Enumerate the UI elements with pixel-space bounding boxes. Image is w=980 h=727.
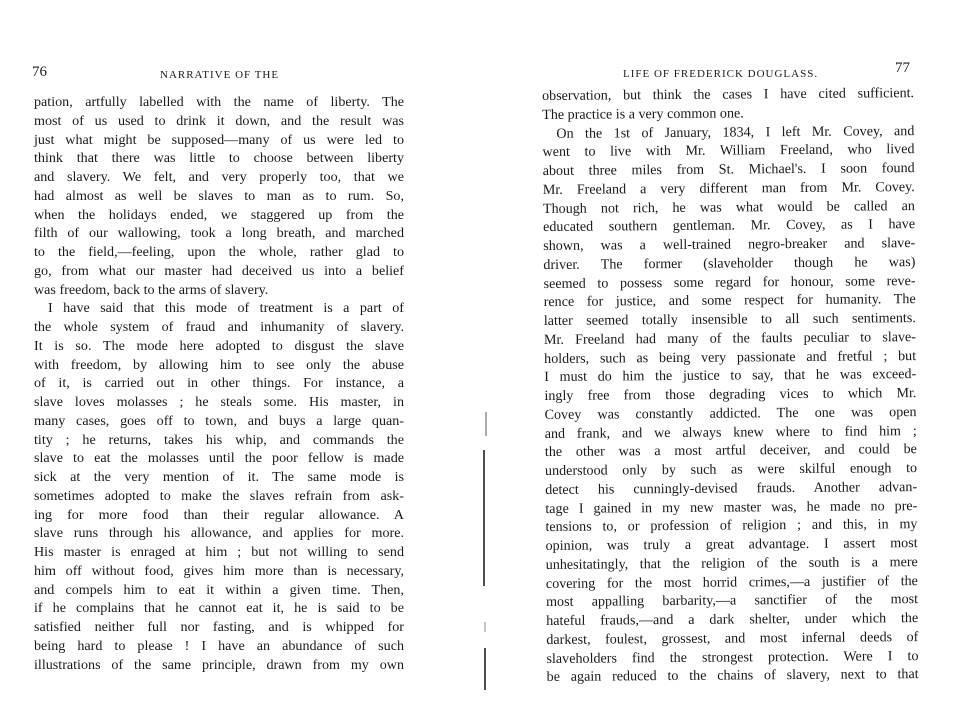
text-line: detect his cunningly-devised frauds. Another advan-: [545, 478, 918, 498]
text-line: many cases, goes off to town, and buys a large quan-: [34, 412, 404, 429]
text-line: tity ; he returns, takes his whip, and commands the: [34, 431, 404, 448]
text-line: illustrations of the same principle, drawn from my own: [34, 656, 404, 673]
text-line: the whole system of fraud and inhumanity of slavery.: [34, 319, 404, 335]
text-line: had almost as well be slaves to man as to rum. So,: [34, 187, 404, 204]
right-page: [490, 0, 980, 727]
text-line: His master is enraged at him ; but not willing to send: [34, 544, 404, 560]
text-line: of it, is carried out in other things. For instance, a: [34, 375, 404, 392]
text-line: just what might be supposed—many of us were led to: [34, 131, 404, 148]
text-line: hateful frauds,—and a dark shelter, under which the: [546, 610, 919, 629]
text-line: with freedom, by allowing him to see only the abuse: [34, 356, 404, 373]
text-line: go, from what our master had deceived us into a belief: [34, 262, 404, 279]
text-line: educated southern gentleman. Mr. Covey, as I have: [543, 216, 916, 236]
text-line: slaveholders find the strongest protection. Were I to: [546, 647, 919, 667]
text-line: Mr. Freeland a very different man from Mr. Covey.: [542, 178, 915, 198]
text-line: sometimes adopted to make the slaves refrain from ask-: [34, 487, 404, 504]
text-line: Covey was constantly addicted. The one was open: [544, 403, 917, 423]
text-line: him off without food, gives him more than is necessary,: [34, 562, 404, 579]
text-line: ing for more food than their regular allowance. A: [34, 506, 404, 523]
text-line: slave runs through his allowance, and applies for more.: [34, 525, 404, 542]
text-line: I have said that this mode of treatment is a part of: [48, 300, 404, 317]
text-line: observation, but think the cases I have cited sufficient.: [542, 85, 915, 104]
text-line: I must do him the justice to say, that he was exceed-: [544, 366, 917, 386]
text-line: and compels him to eat it within a given time. Then,: [34, 581, 404, 598]
text-line: covering for the most horrid crimes,—a justifier of the: [545, 572, 918, 592]
text-line: being hard to please ! I have an abundance of such: [34, 637, 404, 654]
text-line: opinion, was truly a great advantage. I assert most: [545, 535, 918, 554]
right-running-head: LIFE OF FREDERICK DOUGLASS.: [623, 68, 819, 80]
text-line: was freedom, back to the arms of slavery.: [34, 281, 269, 298]
text-line: driver. The former (slaveholder though he was): [543, 253, 916, 273]
text-line: think that there was little to choose between liberty: [34, 150, 404, 167]
text-line: darkest, foulest, grossest, and most infernal deeds of: [546, 628, 919, 648]
text-line: pation, artfully labelled with the name of liberty. The: [34, 94, 404, 110]
text-line: understood only by such as were skilful enough to: [544, 460, 918, 479]
text-line: most appalling barbarity,—a sanctifier of the most: [545, 591, 919, 611]
text-line: went to live with Mr. William Freeland, who lived: [542, 141, 915, 161]
text-line: sick at the very mention of it. The same mode is: [34, 469, 404, 485]
left-running-head: NARRATIVE OF THE: [160, 69, 280, 81]
left-page-body: [34, 93, 404, 674]
text-line: Though not rich, he was what would be called an: [542, 197, 916, 217]
text-line: to the field,—feeling, upon the whole, rather glad to: [34, 244, 404, 260]
text-line: and slavery. We felt, and very properly too, that we: [34, 169, 404, 185]
text-line: unhesitatingly, that the religion of the south is a mere: [545, 553, 918, 573]
text-line: rence for justice, and some respect for humanity. The: [543, 291, 916, 311]
text-line: if he complains that he cannot eat it, he is said to be: [34, 600, 404, 617]
left-page: [0, 0, 455, 727]
text-line: and frank, and we always knew where to find him ;: [544, 422, 917, 442]
text-line: tensions to, or profession of religion ; and this, in my: [545, 516, 918, 536]
text-line: slave loves molasses ; he steals some. His master, in: [34, 394, 404, 410]
text-line: ingly free from those degrading vices to which Mr.: [544, 385, 917, 404]
text-line: slave to eat the molasses until the poor fellow is made: [34, 450, 404, 467]
text-line: It is so. The mode here adopted to disgust the slave: [34, 337, 404, 354]
text-line: The practice is a very common one.: [542, 105, 744, 123]
text-line: filth of our wallowing, took a long breath, and marched: [34, 225, 404, 242]
text-line: about three miles from St. Michael's. I soon found: [542, 160, 915, 179]
text-line: most of us used to drink it down, and the result was: [34, 112, 404, 129]
text-line: be again reduced to the chains of slavery, next to that: [546, 666, 919, 686]
text-line: shown, was a well-trained negro-breaker and slave-: [543, 235, 916, 254]
text-line: satisfied neither full nor fasting, and is whipped for: [34, 619, 404, 635]
text-line: latter seemed totally insensible to all such sentiments.: [543, 310, 916, 329]
text-line: tage I gained in my new master was, he made no pre-: [545, 497, 918, 517]
text-line: when the holidays ended, we staggered up from the: [34, 206, 404, 223]
right-page-number: 77: [895, 60, 910, 76]
right-page-body: [542, 84, 919, 687]
text-line: holders, such as being very passionate and fretful ; but: [544, 347, 917, 367]
text-line: the other was a most artful deceiver, and could be: [544, 441, 917, 461]
text-line: seemed to possess some regard for honour, some reve-: [543, 272, 916, 292]
text-line: Mr. Freeland had many of the faults peculiar to slave-: [543, 328, 917, 348]
text-line: On the 1st of January, 1834, I left Mr. Covey, and: [556, 122, 915, 142]
left-page-number: 76: [32, 64, 47, 80]
